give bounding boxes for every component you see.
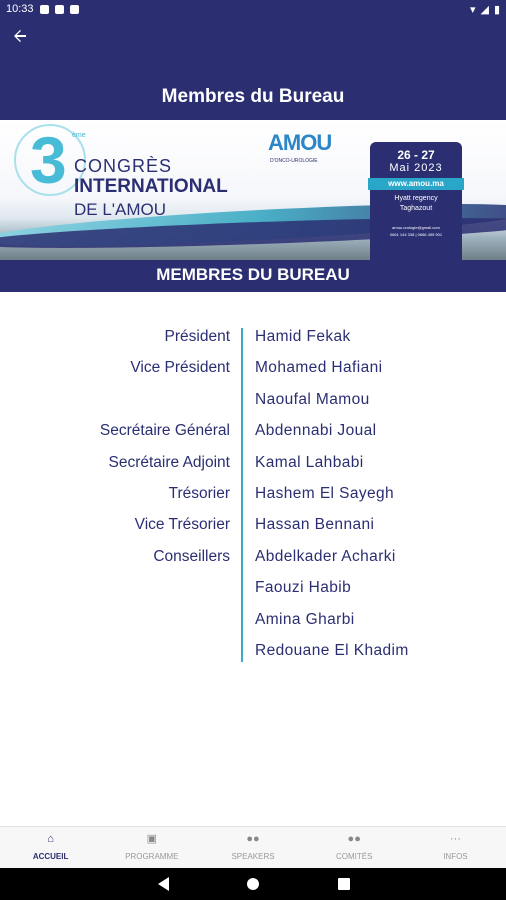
notification-icon-2 [70,5,79,14]
system-back-icon[interactable] [158,877,169,891]
system-recents-icon[interactable] [338,878,350,890]
date-range: 26 - 27 [397,148,435,162]
member-name: Naoufal Mamou [255,390,370,408]
nav-item-programme[interactable] [101,827,202,868]
nav-label: INFOS [443,852,468,861]
amou-logo-subtitle: D'ONCO-UROLOGIE [270,158,318,164]
member-name: Hamid Fekak [255,328,351,345]
member-role: Conseillers [153,547,230,565]
amou-logo: AMOU [268,130,332,155]
nav-label: SPEAKERS [231,852,275,861]
status-bar [0,0,506,18]
member-name: Abdennabi Joual [255,422,377,440]
congress-banner [0,120,506,260]
website-label: www.amou.ma [368,178,464,190]
bottom-navigation [0,826,506,868]
system-home-icon[interactable] [247,878,259,890]
member-row [0,510,506,541]
nav-item-comites[interactable] [304,827,405,868]
status-time: 10:33 [6,3,34,15]
member-row [0,322,506,353]
venue-line-1: Hyatt regency [394,195,438,202]
contact [370,224,462,238]
member-row [0,479,506,510]
system-navigation-bar [0,868,506,900]
nav-item-infos[interactable] [405,827,506,868]
nav-label: ACCUEIL [32,852,69,861]
home-icon: ⌂ [47,833,54,845]
contact-email: amou.urologie@gmail.com [392,225,440,230]
member-name: Faouzi Habib [255,579,352,597]
date-month: Mai 2023 [389,162,443,174]
member-row [0,416,506,447]
app-bar [0,18,506,58]
notification-icon [40,5,49,14]
calendar-icon: ▣ [146,833,157,845]
back-arrow-icon[interactable] [12,28,34,48]
banner-number: 3 [30,123,67,197]
contact-phones: 0661 144 338 | 0666 455 901 [389,232,443,237]
member-role: Secrétaire Général [99,422,230,440]
member-row [0,385,506,416]
venue-line-2: Taghazout [399,205,433,212]
member-row [0,448,506,479]
member-role: Trésorier [168,485,230,502]
date-box [370,142,462,260]
member-name: Hassan Bennani [255,516,375,534]
more-icon: ··· [449,833,461,845]
people-icon: ●● [246,833,260,845]
group-icon: ●● [347,833,361,845]
member-name: Abdelkader Acharki [255,547,396,565]
sim-icon [55,5,64,14]
battery-icon: ▮ [493,3,500,16]
banner-line-2: INTERNATIONAL [74,176,228,197]
member-row [0,353,506,384]
venue [370,194,462,214]
banner-line-1: CONGRÈS [74,156,173,176]
member-role: Vice Président [130,359,230,377]
member-row [0,636,506,667]
banner-line-3: DE L'AMOU [74,200,167,219]
member-role: Secrétaire Adjoint [108,453,230,471]
member-role: Président [164,328,230,345]
member-name: Hashem El Sayegh [255,485,395,502]
section-band: MEMBRES DU BUREAU [0,260,506,292]
member-role: Vice Trésorier [134,516,230,534]
nav-item-accueil[interactable] [0,827,101,868]
member-row [0,542,506,573]
nav-label: PROGRAMME [125,852,179,861]
member-row [0,573,506,604]
wifi-icon: ▾ [469,3,476,16]
nav-item-speakers[interactable] [202,827,303,868]
banner-superscript: ème [72,132,86,139]
member-name: Mohamed Hafiani [255,359,383,377]
member-name: Redouane El Khadim [255,642,409,659]
signal-icon: ◢ [480,3,489,16]
member-name: Amina Gharbi [255,610,355,628]
member-name: Kamal Lahbabi [255,453,364,471]
member-row [0,605,506,636]
nav-label: COMITÉS [335,852,373,861]
page-title: Membres du Bureau [161,86,345,107]
